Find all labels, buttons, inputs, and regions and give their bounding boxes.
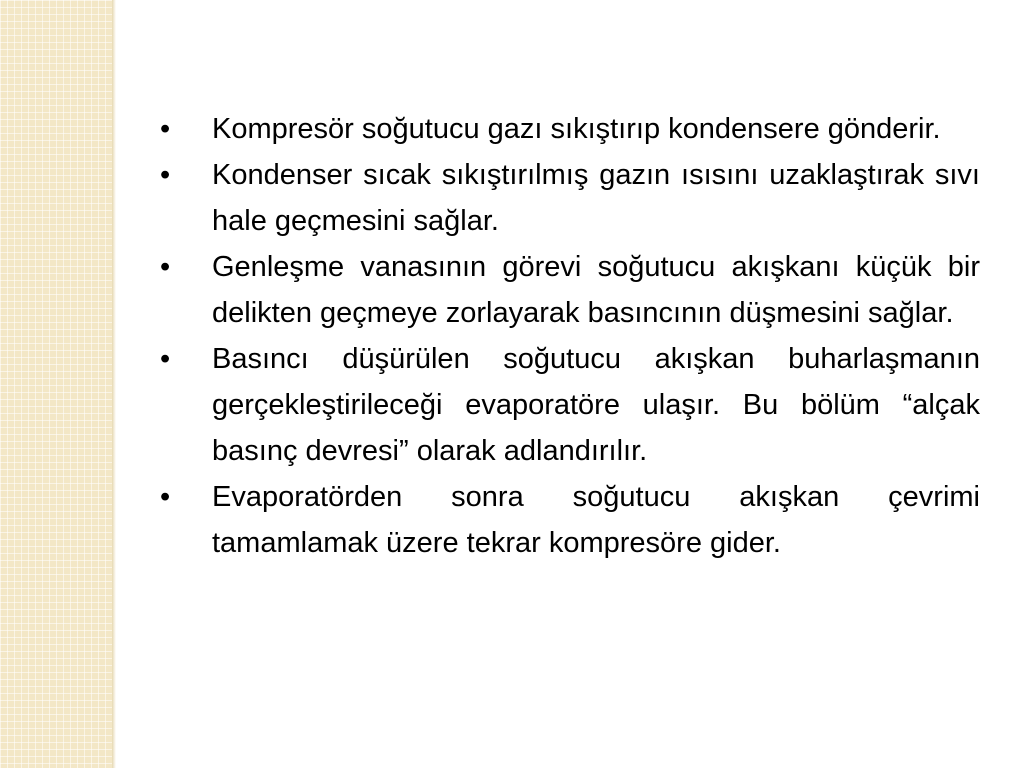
bullet-text: Genleşme vanasının görevi soğutucu akışkanı küçük bir delikten geçmeye zorlayarak basıncının düşmesini sağlar. <box>212 251 980 329</box>
bullet-text: Basıncı düşürülen soğutucu akışkan buharlaşmanın gerçekleştirileceği evaporatöre ulaşır. Bu bölüm “alçak basınç devresi” olarak adlandırılır. <box>212 343 980 467</box>
slide-content <box>160 106 980 566</box>
side-stripe-edge <box>112 0 116 768</box>
bullet-icon: • <box>160 113 171 145</box>
bullet-text: Evaporatörden sonra soğutucu akışkan çevrimi tamamlamak üzere tekrar kompresöre gider. <box>212 481 980 559</box>
bullet-icon: • <box>160 251 171 283</box>
decorative-side-stripe <box>0 0 112 768</box>
bullet-text: Kompresör soğutucu gazı sıkıştırıp kondensere gönderir. <box>212 113 941 145</box>
bullet-item <box>160 244 980 336</box>
bullet-item <box>160 152 980 244</box>
bullet-list <box>160 106 980 566</box>
bullet-icon: • <box>160 159 171 191</box>
bullet-item <box>160 336 980 474</box>
bullet-item <box>160 106 980 152</box>
bullet-item <box>160 474 980 566</box>
bullet-icon: • <box>160 481 171 513</box>
bullet-icon: • <box>160 343 171 375</box>
bullet-text: Kondenser sıcak sıkıştırılmış gazın ısısını uzaklaştırak sıvı hale geçmesini sağlar. <box>212 159 980 237</box>
